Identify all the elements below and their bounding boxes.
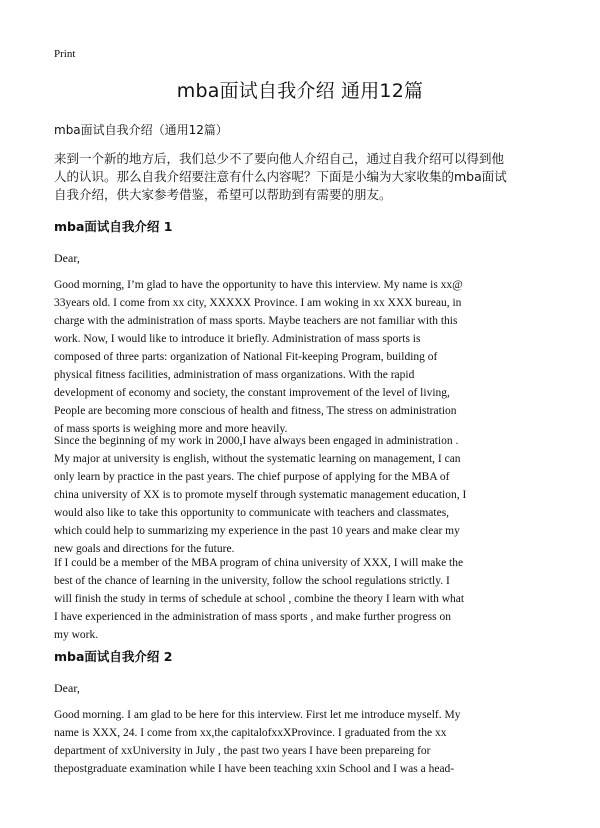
- text-line: work. Now, I would like to introduce it briefly. Administration of mass sports is: [54, 333, 421, 345]
- text-line: development of economy and society, the constant improvement of the level of living,: [54, 387, 450, 399]
- text-line: People are becoming more conscious of health and fitness, The stress on administration: [54, 405, 457, 417]
- text-line: would also like to take this opportunity to communicate with teachers and classmates,: [54, 507, 450, 519]
- text-line: new goals and directions for the future.: [54, 543, 235, 555]
- salutation-1: Dear,: [54, 251, 80, 265]
- text-line: which could help to summarizing my experience in the past 10 years and make clear my: [54, 525, 460, 537]
- document-title: mba面试自我介绍 通用12篇: [176, 80, 424, 102]
- section-1-paragraph-3: [54, 554, 548, 644]
- text-line: Since the beginning of my work in 2000,I have always been engaged in administration .: [54, 435, 459, 447]
- text-line: I have experienced in the administration of mass sports , and make further progress on: [54, 611, 451, 623]
- text-line: of mass sports is weighing more and more heavily.: [54, 423, 288, 435]
- text-line: 33years old. I come from xx city, XXXXX Province. I am woking in xx XXX bureau, in: [54, 297, 462, 309]
- print-label[interactable]: Print: [54, 48, 76, 60]
- text-line: If I could be a member of the MBA program of china university of XXX, I will make the: [54, 557, 464, 569]
- section-1-paragraph-1: [54, 276, 548, 438]
- intro-paragraph: [54, 150, 548, 204]
- text-line: only learn by practice in the past years. The chief purpose of applying for the MBA of: [54, 471, 450, 483]
- section-heading-2: mba面试自我介绍 2: [54, 649, 173, 664]
- text-line: china university of XX is to promote myself through systematic management education, I: [54, 489, 467, 501]
- salutation-2: Dear,: [54, 681, 80, 695]
- text-line: best of the chance of learning in the university, follow the school regulations strictly. I: [54, 575, 450, 587]
- text-line: charge with the administration of mass sports. Maybe teachers are not familiar with this: [54, 315, 458, 327]
- text-line: Good morning. I am glad to be here for this interview. First let me introduce myself. My: [54, 709, 461, 721]
- section-2-paragraph-1: [54, 706, 548, 778]
- text-line: department of xxUniversity in July , the past two years I have been prepareing for: [54, 745, 431, 757]
- text-line: composed of three parts: organization of National Fit-keeping Program, building of: [54, 351, 438, 363]
- text-line: thepostgraduate examination while I have been teaching xxin School and I was a head-: [54, 763, 455, 775]
- document-subtitle: mba面试自我介绍（通用12篇）: [54, 123, 228, 137]
- text-line: My major at university is english, without the systematic learning on management, I can: [54, 453, 461, 465]
- intro-line: 人的认识。那么自我介绍要注意有什么内容呢？下面是小编为大家收集的mba面试: [54, 169, 507, 184]
- text-line: will finish the study in terms of schedule at school , combine the theory I learn with what: [54, 593, 465, 605]
- text-line: Good morning, I’m glad to have the opportunity to have this interview. My name is xx@: [54, 279, 463, 291]
- text-line: physical fitness facilities, administration of mass organizations. With the rapid: [54, 369, 415, 381]
- intro-line: 来到一个新的地方后，我们总少不了要向他人介绍自己，通过自我介绍可以得到他: [54, 151, 505, 166]
- section-1-paragraph-2: [54, 432, 548, 558]
- section-heading-1: mba面试自我介绍 1: [54, 219, 173, 234]
- text-line: my work.: [54, 629, 99, 641]
- text-line: name is XXX, 24. I come from xx,the capitalofxxXProvince. I graduated from the xx: [54, 727, 447, 739]
- intro-line: 自我介绍，供大家参考借鉴，希望可以帮助到有需要的朋友。: [54, 187, 392, 202]
